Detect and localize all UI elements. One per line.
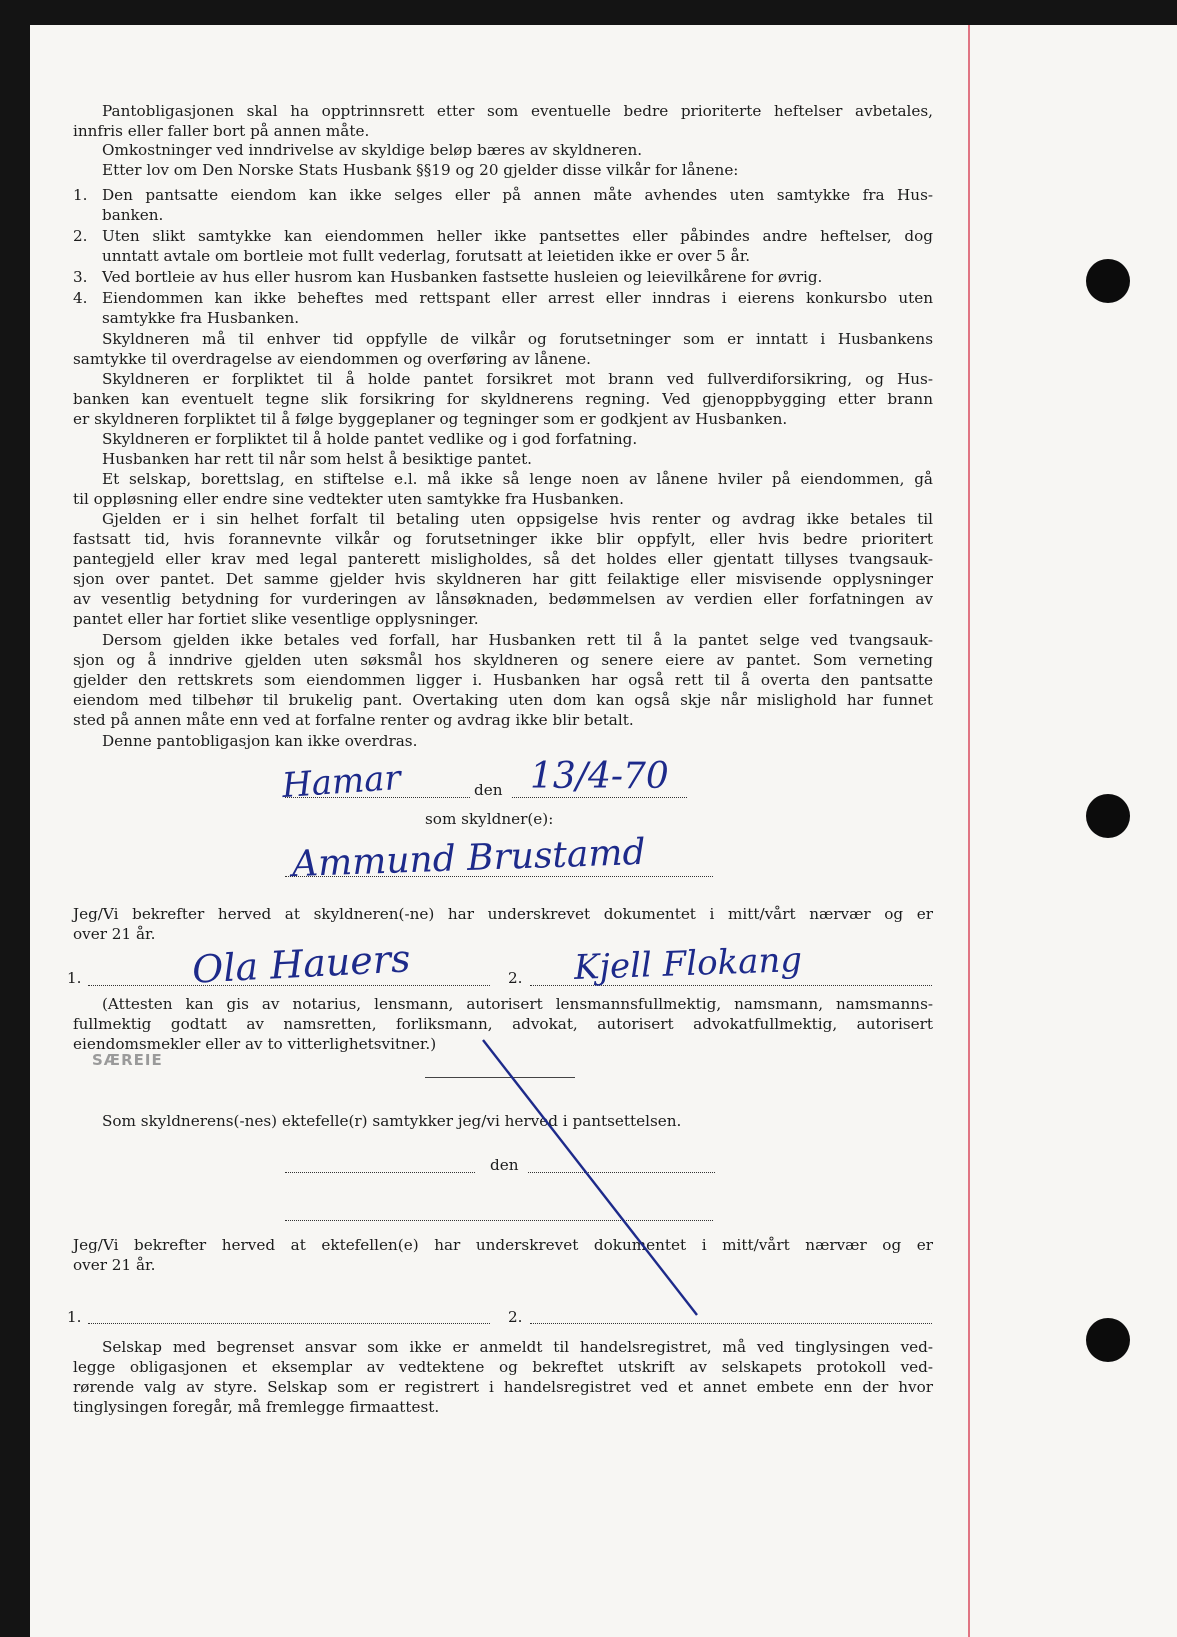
paragraph-line: eiendom med tilbehør til brukelig pant. Overtaking uten dom kan også skje når mislighold har funnet (73, 691, 933, 709)
paragraph-line: Eiendommen kan ikke beheftes med rettspant eller arrest eller inndras i eierens konkursbo uten (102, 289, 933, 307)
witness-1-number: 1. (67, 969, 82, 987)
paragraph-line: Etter lov om Den Norske Stats Husbank §§19 og 20 gjelder disse vilkår for lånene: (102, 161, 739, 179)
paragraph-line: banken. (102, 206, 164, 224)
den-label: den (474, 781, 503, 799)
paragraph-line: Den pantsatte eiendom kan ikke selges eller på annen måte avhendes uten samtykke fra Hus- (102, 186, 933, 204)
place-handwriting: Hamar (280, 757, 402, 807)
paragraph-line: innfris eller faller bort på annen måte. (73, 122, 370, 140)
paragraph-line: Denne pantobligasjon kan ikke overdras. (102, 732, 418, 750)
paragraph-line: samtykke til overdragelse av eiendommen og overføring av lånene. (73, 350, 591, 368)
saereie-stamp: SÆREIE (92, 1051, 163, 1069)
debtor-signature: Ammund Brustamd (291, 831, 647, 886)
paragraph-line: gjelder den rettskrets som eiendommen ligger i. Husbanken har også rett til å overta den pantsatte (73, 671, 933, 689)
paragraph-line: til oppløsning eller endre sine vedtekter uten samtykke fra Husbanken. (73, 490, 624, 508)
paragraph-line: sted på annen måte enn ved at forfalne renter og avdrag ikke blir betalt. (73, 711, 634, 729)
spouse-consent: Som skyldnerens(-nes) ektefelle(r) samtykker jeg/vi herved i pantsettelsen. (102, 1112, 682, 1130)
paragraph-line: Dersom gjelden ikke betales ved forfall, har Husbanken rett til å la pantet selge ved tvangsauk- (102, 631, 933, 649)
pen-strike-line (483, 1040, 697, 1315)
footer-line: tinglysingen foregår, må fremlegge firmaattest. (73, 1398, 440, 1416)
list-number: 3. (73, 268, 88, 286)
paragraph-line: Husbanken har rett til når som helst å besiktige pantet. (102, 450, 532, 468)
paragraph-line: Gjelden er i sin helhet forfalt til betaling uten oppsigelse hvis renter og avdrag ikke betales til (102, 510, 933, 528)
witness-age: over 21 år. (73, 925, 156, 943)
paragraph-line: Skyldneren er forpliktet til å holde pantet vedlike og i god forfatning. (102, 430, 638, 448)
paragraph-line: av vesentlig betydning for vurderingen av lånsøknaden, bedømmelsen av verdien eller forfatningen av (73, 590, 933, 608)
paragraph-line: Et selskap, borettslag, en stiftelse e.l. må ikke så lenge noen av lånene hviler på eiendommen, gå (102, 470, 933, 488)
list-number: 1. (73, 186, 88, 204)
paragraph-line: sjon og å inndrive gjelden uten søksmål hos skyldneren og senere eiere av pantet. Som verneting (73, 651, 933, 669)
paragraph-line: er skyldneren forpliktet til å følge byggeplaner og tegninger som er godkjent av Husbanken. (73, 410, 788, 428)
list-number: 2. (73, 227, 88, 245)
paragraph-line: Pantobligasjonen skal ha opptrinnsrett etter som eventuelle bedre prioriterte heftelser avbetales, (102, 102, 933, 120)
witness-2-signature: Kjell Flokang (573, 940, 803, 988)
paragraph-line: pantet eller har fortiet slike vesentlige opplysninger. (73, 610, 479, 628)
debtor-label: som skyldner(e): (425, 810, 554, 828)
spouse-age: over 21 år. (73, 1256, 156, 1274)
spouse-witness-2-number: 2. (508, 1308, 523, 1326)
list-number: 4. (73, 289, 88, 307)
paragraph-line: pantegjeld eller krav med legal panterett misligholdes, så det holdes eller gjentatt tillyses tvangsauk- (73, 550, 933, 568)
witness-2-number: 2. (508, 969, 523, 987)
witness-confirmation: Jeg/Vi bekrefter herved at skyldneren(-ne) har underskrevet dokumentet i mitt/vårt nærvær og er (73, 905, 933, 923)
paragraph-line: Skyldneren er forpliktet til å holde pantet forsikret mot brann ved fullverdiforsikring, og Hus- (102, 370, 933, 388)
paragraph-line: fastsatt tid, hvis forannevnte vilkår og forutsetninger ikke blir oppfylt, eller hvis bedre prioritert (73, 530, 933, 548)
paragraph-line: Uten slikt samtykke kan eiendommen heller ikke pantsettes eller påbindes andre heftelser, dog (102, 227, 933, 245)
date-handwriting: 13/4-70 (530, 756, 669, 797)
spouse-den-label: den (490, 1156, 519, 1174)
attestation-note: (Attesten kan gis av notarius, lensmann, autorisert lensmannsfullmektig, namsmann, namsmanns- (102, 995, 933, 1013)
paragraph-line: Ved bortleie av hus eller husrom kan Husbanken fastsette husleien og leievilkårene for øvrig. (102, 268, 823, 286)
paragraph-line: Omkostninger ved inndrivelse av skyldige beløp bæres av skyldneren. (102, 141, 643, 159)
spouse-confirmation: Jeg/Vi bekrefter herved at ektefellen(e) har underskrevet dokumentet i mitt/vårt nærvær og er (73, 1236, 933, 1254)
footer-line: legge obligasjonen et eksemplar av vedtektene og bekreftet utskrift av selskapets protokoll ved- (73, 1358, 933, 1376)
footer-line: rørende valg av styre. Selskap som er registrert i handelsregistret ved et annet embete enn der hvor (73, 1378, 933, 1396)
paragraph-line: banken kan eventuelt tegne slik forsikring for skyldnerens regning. Ved gjenoppbygging etter brann (73, 390, 933, 408)
witness-1-signature: Ola Hauers (190, 936, 412, 992)
spouse-witness-1-number: 1. (67, 1308, 82, 1326)
footer-line: Selskap med begrenset ansvar som ikke er anmeldt til handelsregistret, må ved tinglysingen ved- (102, 1338, 933, 1356)
attestation-note: eiendomsmekler eller av to vitterlighetsvitner.) (73, 1035, 437, 1053)
paragraph-line: unntatt avtale om bortleie mot fullt vederlag, forutsatt at leietiden ikke er over 5 år. (102, 247, 751, 265)
paragraph-line: sjon over pantet. Det samme gjelder hvis skyldneren har gitt feilaktige eller misvisende opplysninger (73, 570, 933, 588)
paragraph-line: Skyldneren må til enhver tid oppfylle de vilkår og forutsetninger som er inntatt i Husbankens (102, 330, 933, 348)
paragraph-line: samtykke fra Husbanken. (102, 309, 300, 327)
attestation-note: fullmektig godtatt av namsretten, forliksmann, advokat, autorisert advokatfullmektig, autorisert (73, 1015, 933, 1033)
